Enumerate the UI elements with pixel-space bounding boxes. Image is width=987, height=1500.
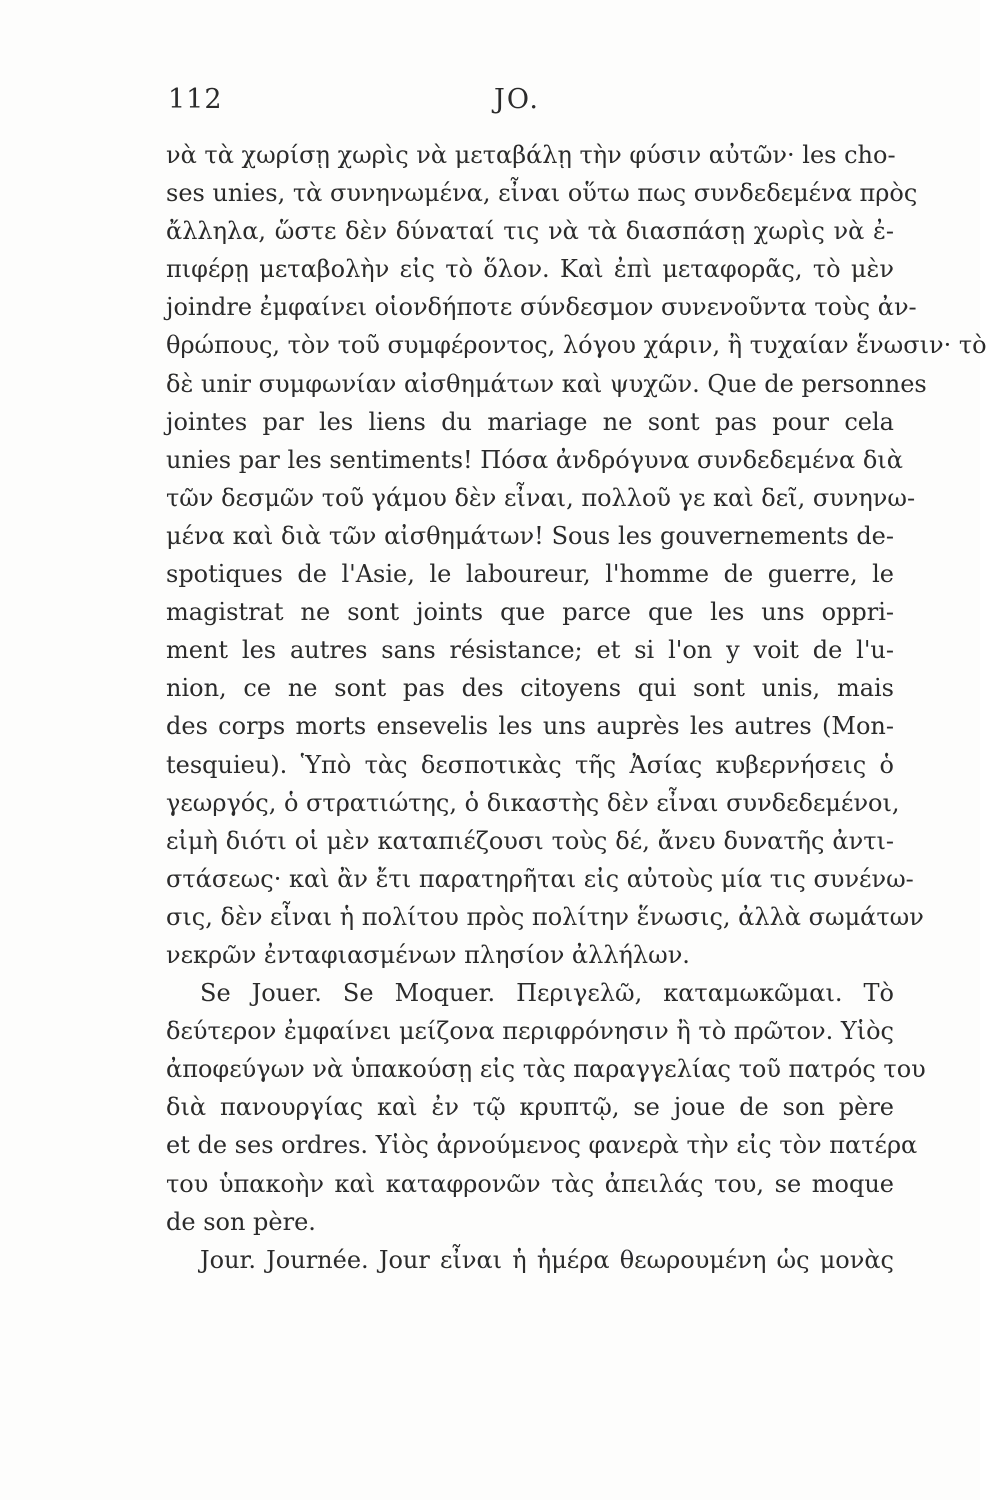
text-line: des corps morts ensevelis les uns auprès les autres (Mon- xyxy=(166,712,894,741)
text-line: unies par les sentiments! Πόσα ἀνδρόγυνα συνδεδεμένα διὰ xyxy=(166,445,903,474)
text-line: σις, δὲν εἶναι ἡ πολίτου πρὸς πολίτην ἕνωσις, ἀλλὰ σωμάτων xyxy=(166,902,924,931)
text-line: spotiques de l'Asie, le laboureur, l'homme de guerre, le xyxy=(166,560,894,589)
text-line: τῶν δεσμῶν τοῦ γάμου δὲν εἶναι, πολλοῦ γε καὶ δεῖ, συνηνω- xyxy=(166,483,916,512)
entry-heading-line: Se Jouer. Se Moquer. Περιγελῶ, καταμωκῶμαι. Τὸ xyxy=(200,979,894,1008)
text-line: νεκρῶν ἐνταφιασμένων πλησίον ἀλλήλων. xyxy=(166,940,690,969)
text-line: nion, ce ne sont pas des citoyens qui sont unis, mais xyxy=(166,674,894,703)
text-line: magistrat ne sont joints que parce que les uns oppri- xyxy=(166,598,894,627)
text-line: tesquieu). Ὑπὸ τὰς δεσποτικὰς τῆς Ἀσίας κυβερνήσεις ὁ xyxy=(166,750,894,779)
text-line: γεωργός, ὁ στρατιώτης, ὁ δικαστὴς δὲν εἶναι συνδεδεμένοι, xyxy=(166,788,900,817)
text-line: του ὑπακοὴν καὶ καταφρονῶν τὰς ἀπειλάς του, se moque xyxy=(166,1169,894,1198)
text-line: θρώπους, τὸν τοῦ συμφέροντος, λόγου χάριν, ἢ τυχαίαν ἕνωσιν· τὸ xyxy=(166,331,987,360)
body-text xyxy=(166,136,987,1279)
running-head: JO. xyxy=(494,84,540,115)
text-line: πιφέρῃ μεταβολὴν εἰς τὸ ὅλον. Καὶ ἐπὶ μεταφορᾶς, τὸ μὲν xyxy=(166,255,894,284)
text-line: ment les autres sans résistance; et si l'on y voit de l'u- xyxy=(166,636,894,665)
text-line: jointes par les liens du mariage ne sont pas pour cela xyxy=(166,407,894,436)
text-line: et de ses ordres. Υἱὸς ἀρνούμενος φανερὰ τὴν εἰς τὸν πατέρα xyxy=(166,1131,918,1160)
text-line: νὰ τὰ χωρίσῃ χωρὶς νὰ μεταβάλῃ τὴν φύσιν αὐτῶν· les cho- xyxy=(166,141,896,169)
text-line: μένα καὶ διὰ τῶν αἰσθημάτων! Sous les gouvernements de- xyxy=(166,521,894,550)
text-line: διὰ πανουργίας καὶ ἐν τῷ κρυπτῷ, se joue de son père xyxy=(166,1093,894,1122)
text-line: στάσεως· καὶ ἂν ἔτι παρατηρῆται εἰς αὐτοὺς μία τις συνένω- xyxy=(166,864,914,893)
entry-heading-line: Jour. Journée. Jour εἶναι ἡ ἡμέρα θεωρουμένη ὡς μονὰς xyxy=(200,1245,894,1274)
text-line: δεύτερον ἐμφαίνει μείζονα περιφρόνησιν ἢ τὸ πρῶτον. Υἱὸς xyxy=(166,1017,894,1046)
page-header xyxy=(168,84,888,124)
text-line: ses unies, τὰ συνηνωμένα, εἶναι οὕτω πως συνδεδεμένα πρὸς xyxy=(166,179,918,208)
page-number: 112 xyxy=(168,84,223,115)
text-line: εἰμὴ διότι οἱ μὲν καταπιέζουσι τοὺς δέ, ἄνευ δυνατῆς ἀντι- xyxy=(166,826,894,855)
text-line: ἀποφεύγων νὰ ὑπακούσῃ εἰς τὰς παραγγελίας τοῦ πατρός του xyxy=(166,1055,926,1084)
text-line: ἄλληλα, ὥστε δὲν δύναταί τις νὰ τὰ διασπάσῃ χωρὶς νὰ ἐ- xyxy=(166,217,894,246)
text-line: joindre ἐμφαίνει οἱονδήποτε σύνδεσμον συνενοῦντα τοὺς ἀν- xyxy=(166,293,917,322)
text-line: δὲ unir συμφωνίαν αἰσθημάτων καὶ ψυχῶν. Que de personnes xyxy=(166,369,927,398)
text-line: de son père. xyxy=(166,1207,316,1236)
